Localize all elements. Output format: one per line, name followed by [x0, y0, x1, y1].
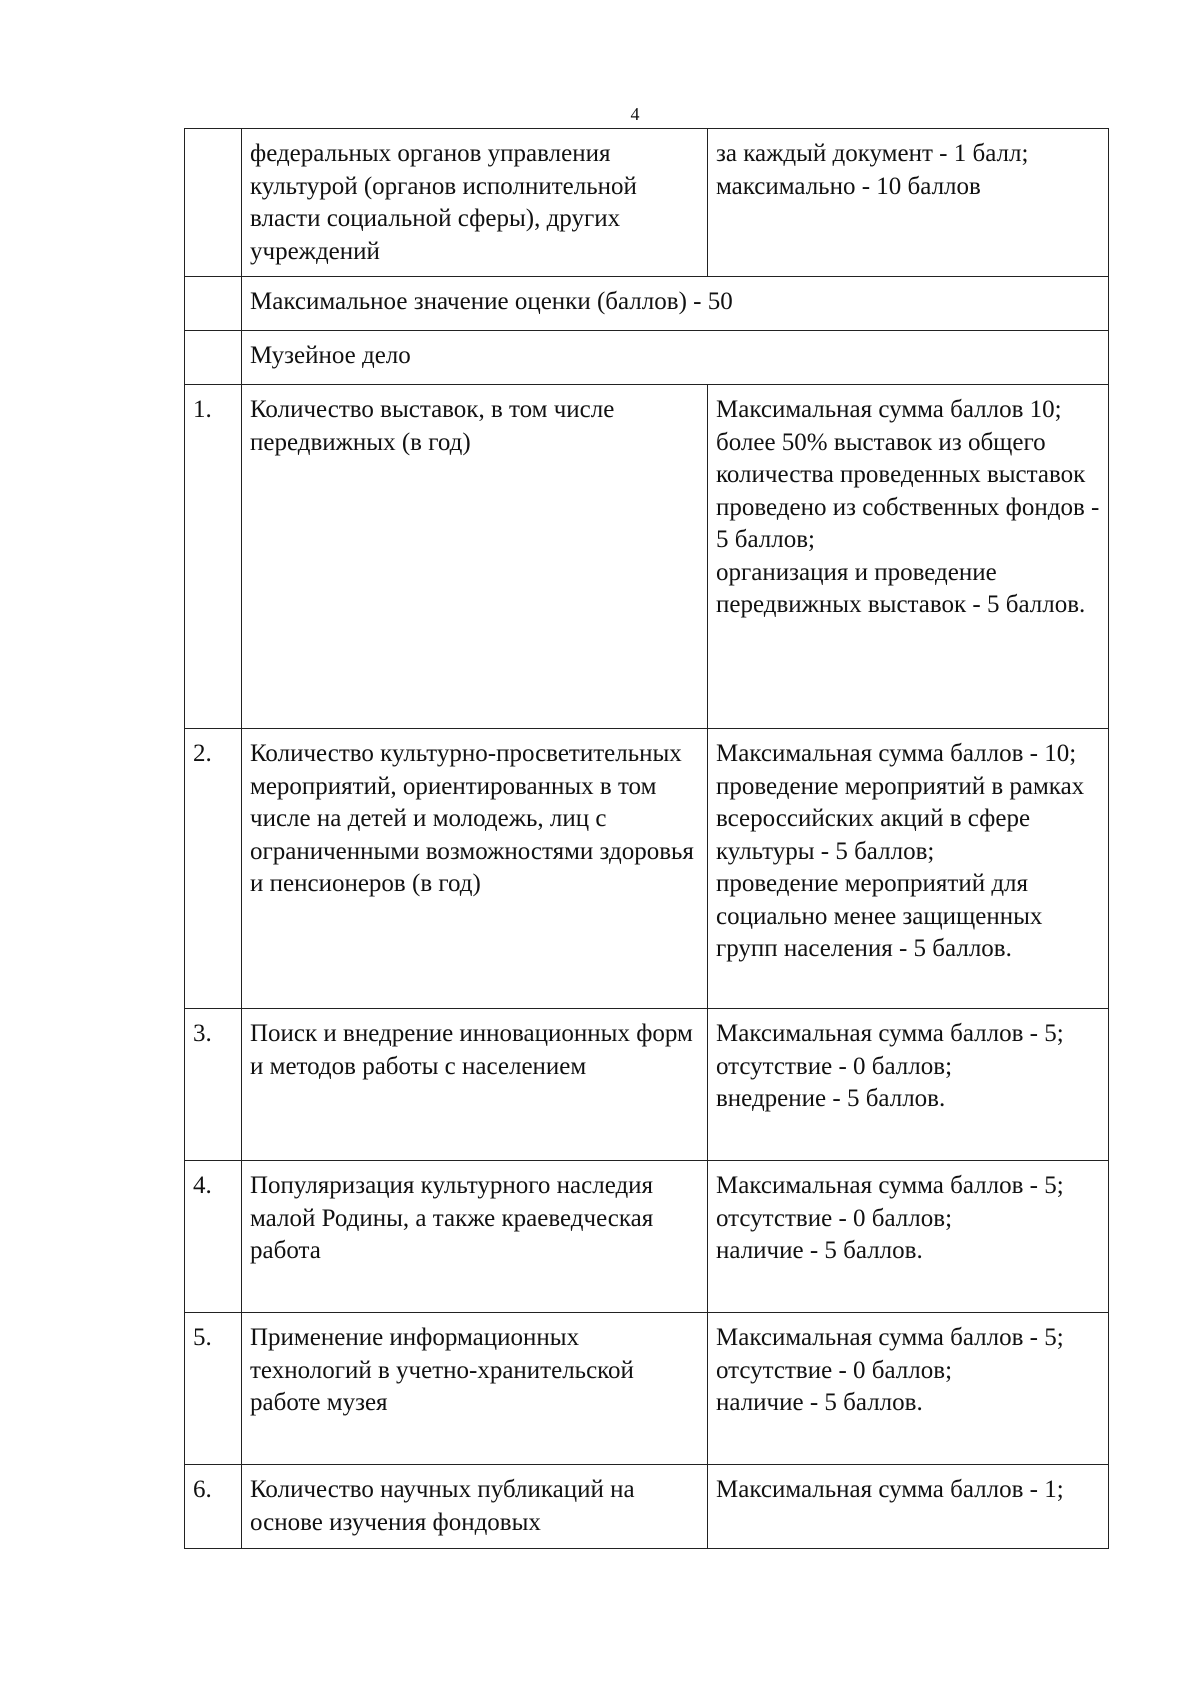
row-number-cell: 5.	[185, 1313, 242, 1465]
scoring-line: организация и проведение передвижных выставок - 5 баллов.	[716, 558, 1086, 618]
scoring-line: отсутствие - 0 баллов;	[716, 1356, 953, 1384]
criterion-cell: Количество культурно-просветительных мероприятий, ориентированных в том числе на детей и молодежь, лиц с ограниченными возможностями здоровья и пенсионеров (в год)	[242, 729, 708, 1009]
scoring-cell	[708, 729, 1109, 1009]
row-number-cell: 3.	[185, 1009, 242, 1161]
table-row	[185, 1465, 1109, 1549]
table-row-section	[185, 331, 1109, 385]
table-row	[185, 1009, 1109, 1161]
empty-number-cell	[185, 277, 242, 331]
criterion-cell: федеральных органов управления культурой (органов исполнительной власти социальной сферы), других учреждений	[242, 129, 708, 277]
criterion-cell: Применение информационных технологий в учетно-хранительской работе музея	[242, 1313, 708, 1465]
scoring-line: Максимальная сумма баллов - 5;	[716, 1172, 1064, 1199]
scoring-line: Максимальная сумма баллов 10;	[716, 396, 1062, 423]
empty-number-cell	[185, 331, 242, 385]
scoring-cell	[708, 1313, 1109, 1465]
table-row	[185, 729, 1109, 1009]
scoring-line: Максимальная сумма баллов - 5;	[716, 1324, 1064, 1351]
scoring-line: проведение мероприятий для социально менее защищенных групп населения - 5 баллов.	[716, 870, 1043, 962]
scoring-cell	[708, 1009, 1109, 1161]
table-row-continued	[185, 129, 1109, 277]
row-number-cell	[185, 129, 242, 277]
criteria-table	[184, 128, 1109, 1549]
scoring-line: максимально - 10 баллов	[716, 172, 981, 200]
scoring-line: Максимальная сумма баллов - 10;	[716, 740, 1077, 767]
row-number-cell: 4.	[185, 1161, 242, 1313]
criterion-cell: Популяризация культурного наследия малой Родины, а также краеведческая работа	[242, 1161, 708, 1313]
scoring-line: за каждый документ - 1 балл;	[716, 140, 1029, 167]
row-number-cell: 1.	[185, 385, 242, 729]
table-row-total	[185, 277, 1109, 331]
table-row	[185, 1313, 1109, 1465]
criterion-cell: Количество научных публикаций на основе изучения фондовых	[242, 1465, 708, 1549]
scoring-line: наличие - 5 баллов.	[716, 1237, 923, 1264]
scoring-cell	[708, 1465, 1109, 1549]
section-title-cell: Музейное дело	[242, 331, 1109, 385]
table-row	[185, 385, 1109, 729]
scoring-line: Максимальная сумма баллов - 1;	[716, 1476, 1064, 1503]
total-score-cell: Максимальное значение оценки (баллов) - 50	[242, 277, 1109, 331]
table-row	[185, 1161, 1109, 1313]
row-number-cell: 6.	[185, 1465, 242, 1549]
scoring-line: внедрение - 5 баллов.	[716, 1085, 946, 1112]
scoring-line: отсутствие - 0 баллов;	[716, 1204, 953, 1232]
criterion-cell: Количество выставок, в том числе передвижных (в год)	[242, 385, 708, 729]
scoring-line: отсутствие - 0 баллов;	[716, 1052, 953, 1080]
page-number: 4	[630, 104, 640, 124]
scoring-line: более 50% выставок из общего количества проведенных выставок проведено из собственных фондов - 5 баллов;	[716, 428, 1100, 553]
scoring-line: проведение мероприятий в рамках всероссийских акций в сфере культуры - 5 баллов;	[716, 772, 1085, 865]
scoring-cell	[708, 129, 1109, 277]
scoring-cell	[708, 1161, 1109, 1313]
scoring-line: Максимальная сумма баллов - 5;	[716, 1020, 1064, 1047]
scoring-cell	[708, 385, 1109, 729]
row-number-cell: 2.	[185, 729, 242, 1009]
scoring-line: наличие - 5 баллов.	[716, 1389, 923, 1416]
criterion-cell: Поиск и внедрение инновационных форм и методов работы с населением	[242, 1009, 708, 1161]
